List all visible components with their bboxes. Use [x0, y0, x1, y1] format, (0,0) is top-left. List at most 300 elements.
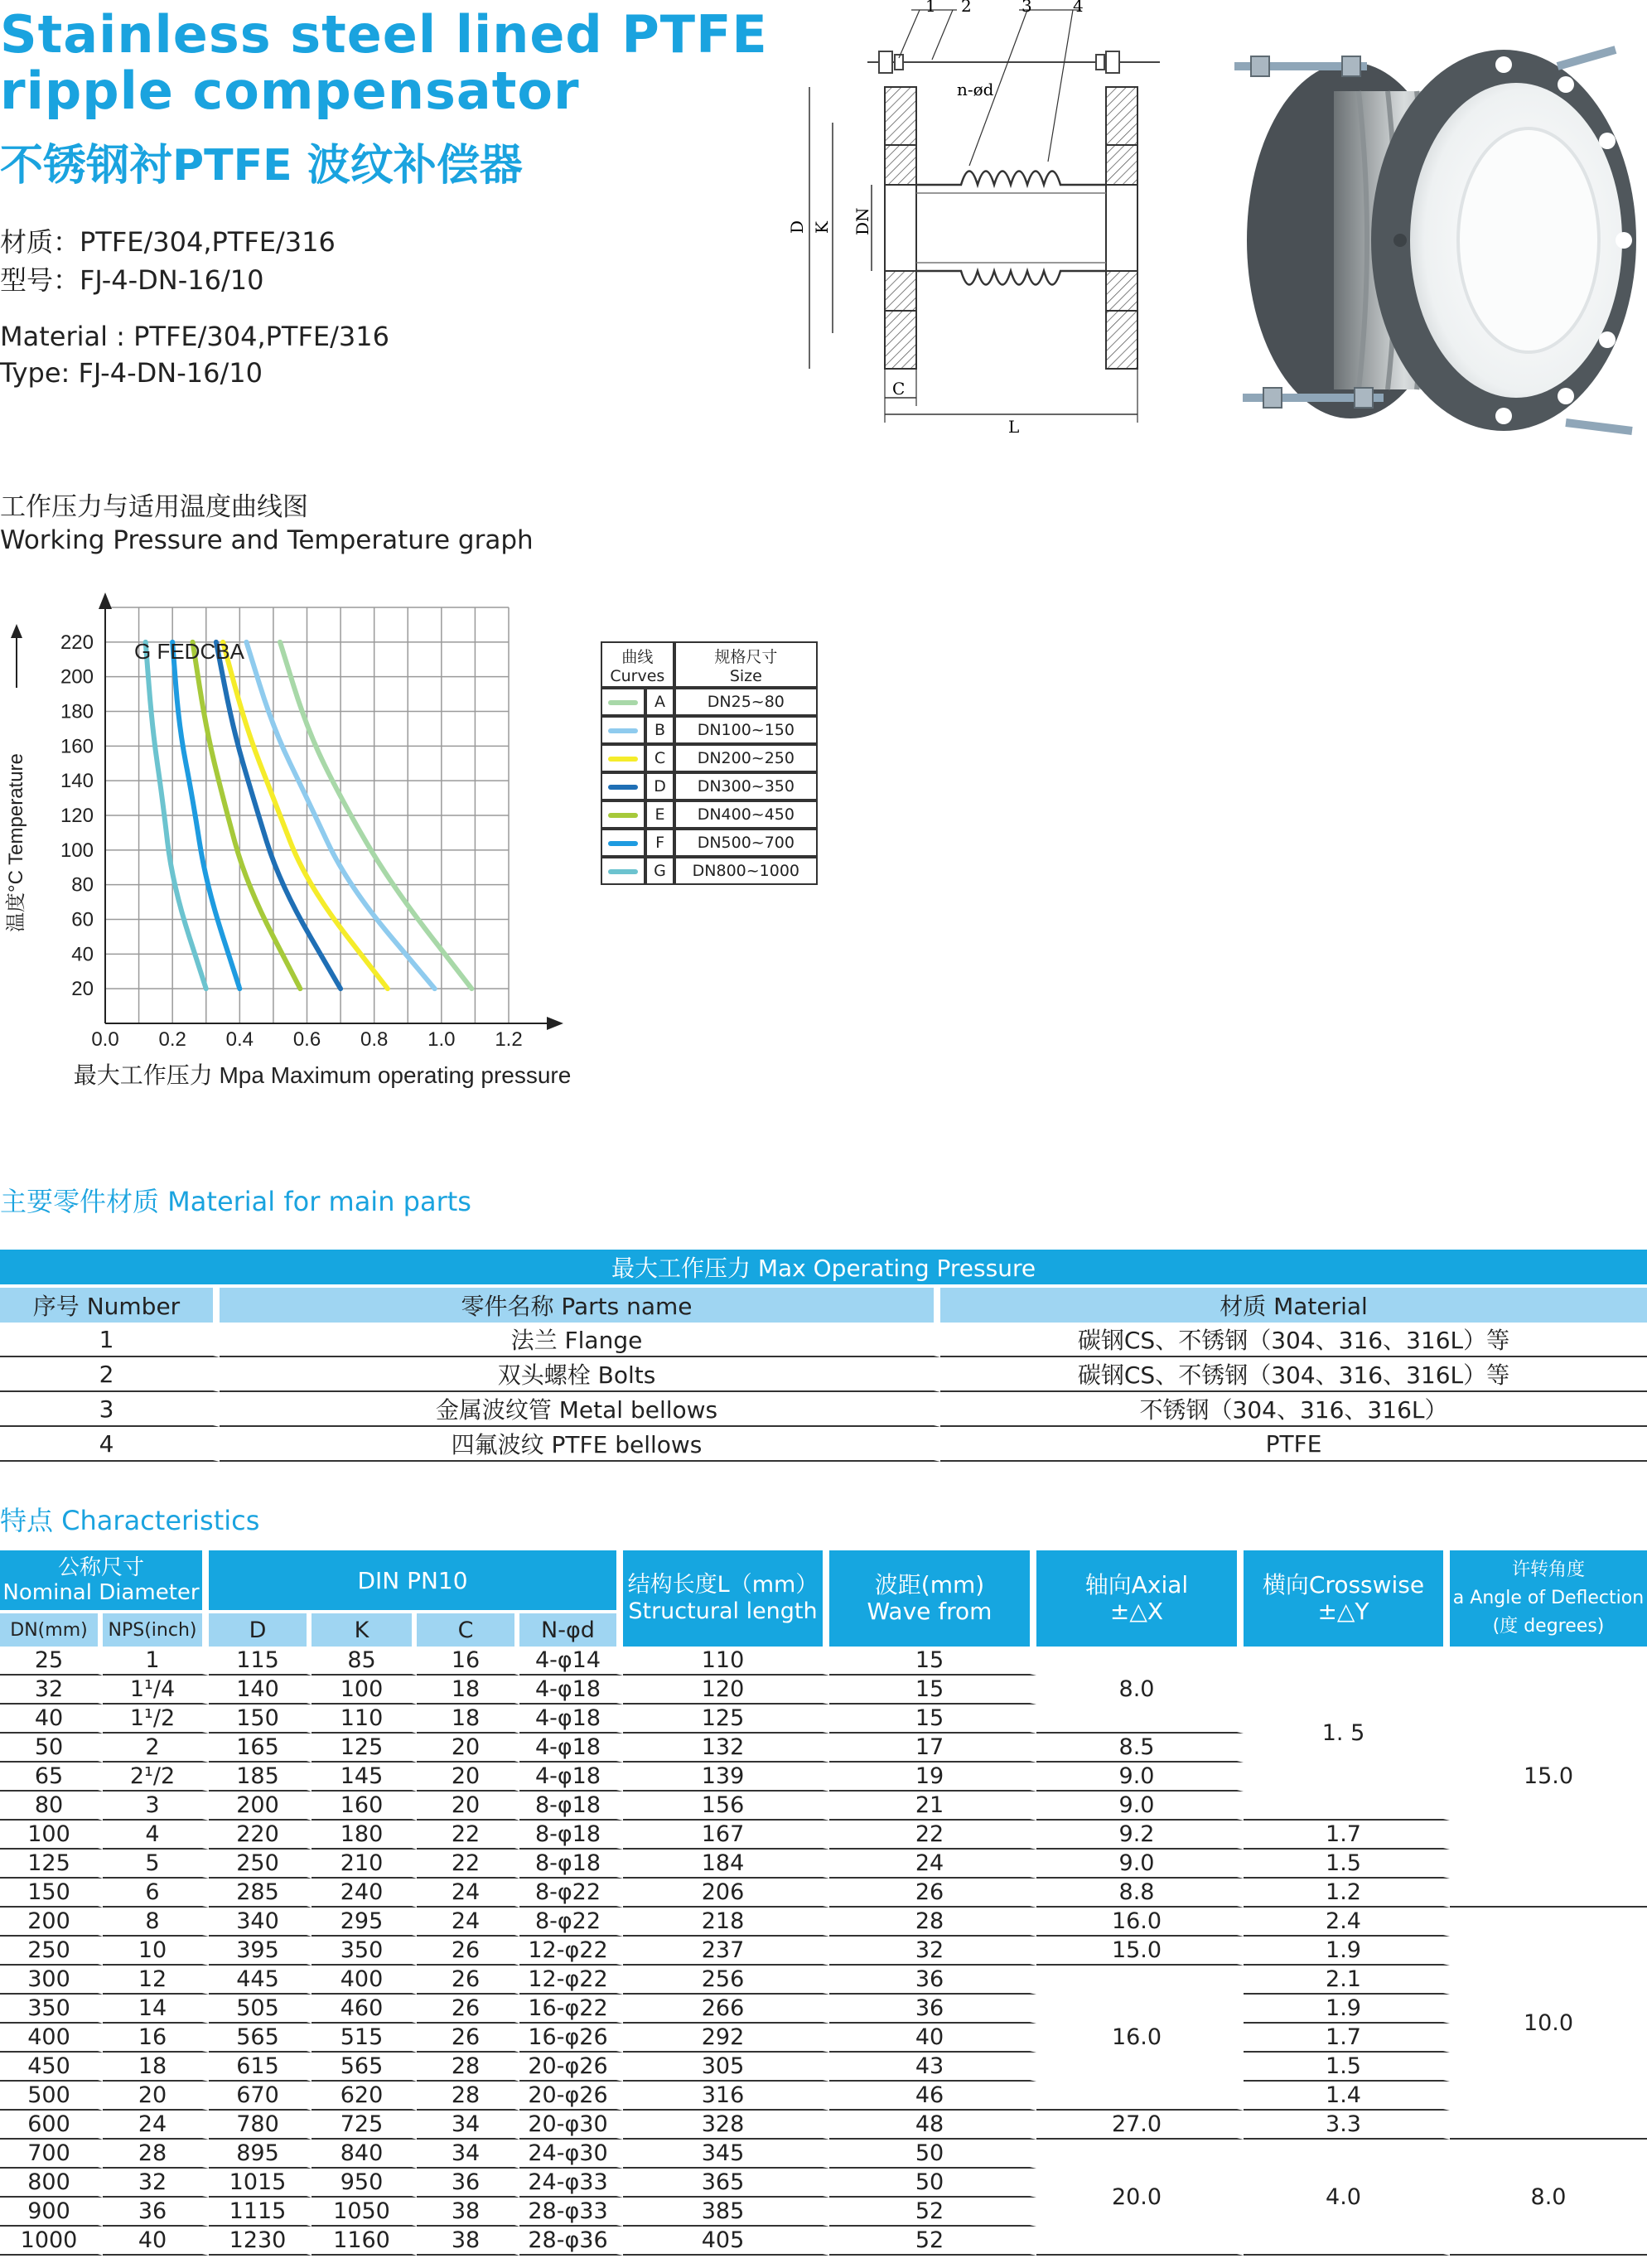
cell-cross: 1.9: [1244, 1995, 1450, 2024]
cell-K: 400: [312, 1966, 417, 1995]
materials-part-name: 法兰 Flange: [220, 1323, 940, 1357]
cell-nps: 1: [103, 1647, 209, 1676]
cell-D: 200: [209, 1792, 312, 1821]
cell-cross: 1.4: [1244, 2082, 1450, 2111]
cell-K: 1160: [312, 2227, 417, 2256]
type-en: Type: FJ-4-DN-16/10: [0, 357, 263, 389]
x-tick-label: 1.2: [495, 1028, 523, 1051]
cell-cross: 1.9: [1244, 1937, 1450, 1966]
header-length-en: Structural length: [628, 1598, 818, 1624]
materials-banner: 最大工作压力 Max Operating Pressure: [0, 1250, 1647, 1284]
legend-curve: B: [645, 716, 674, 744]
cell-K: 240: [312, 1879, 417, 1908]
cell-wave: 50: [829, 2140, 1036, 2169]
cell-C: 28: [417, 2053, 519, 2082]
legend-swatch: [608, 728, 638, 733]
characteristics-row: [0, 1937, 1647, 1966]
cell-dn: 40: [0, 1705, 103, 1734]
cell-dn: 600: [0, 2111, 103, 2140]
cell-nps: 8: [103, 1908, 209, 1937]
cell-length: 125: [623, 1705, 829, 1734]
y-tick-label: 40: [71, 943, 94, 966]
cell-K: 100: [312, 1676, 417, 1705]
title-en-line1: Stainless steel lined PTFE: [0, 4, 768, 65]
cell-D: 140: [209, 1676, 312, 1705]
x-tick-label: 0.4: [225, 1028, 254, 1051]
cell-K: 350: [312, 1937, 417, 1966]
characteristics-row: [0, 1821, 1647, 1850]
cell-length: 328: [623, 2111, 829, 2140]
cell-D: 615: [209, 2053, 312, 2082]
cell-length: 156: [623, 1792, 829, 1821]
characteristics-section-title: 特点 Characteristics: [0, 1505, 260, 1536]
cell-C: 22: [417, 1850, 519, 1879]
cell-dn: 80: [0, 1792, 103, 1821]
cell-C: 38: [417, 2198, 519, 2227]
header-N: N-φd: [519, 1610, 623, 1647]
cell-N: 24-φ33: [519, 2169, 623, 2198]
cell-K: 1050: [312, 2198, 417, 2227]
cell-wave: 50: [829, 2169, 1036, 2198]
material-cn: 材质：PTFE/304,PTFE/316: [0, 226, 336, 258]
cell-D: 165: [209, 1734, 312, 1763]
legend-curve: D: [645, 772, 674, 800]
cell-wave: 43: [829, 2053, 1036, 2082]
cell-K: 515: [312, 2024, 417, 2053]
legend-swatch-cell: [601, 857, 645, 885]
materials-number: 4: [0, 1427, 220, 1462]
cell-cross: 1.7: [1244, 2024, 1450, 2053]
materials-row: [0, 1323, 1647, 1357]
cell-cross: 1.5: [1244, 1850, 1450, 1879]
cell-length: 385: [623, 2198, 829, 2227]
cell-axial: 9.2: [1036, 1821, 1244, 1850]
chart-xlabel: 最大工作压力 Mpa Maximum operating pressure: [73, 1062, 572, 1088]
type-cn: 型号：FJ-4-DN-16/10: [0, 264, 264, 296]
cell-length: 206: [623, 1879, 829, 1908]
x-tick-label: 0.8: [360, 1028, 389, 1051]
cell-C: 20: [417, 1763, 519, 1792]
cell-dn: 32: [0, 1676, 103, 1705]
header-cross-cn: 横向Crosswise: [1262, 1571, 1425, 1598]
label-D: D: [787, 220, 807, 234]
cell-N: 4-φ14: [519, 1647, 623, 1676]
legend-swatch: [608, 869, 638, 874]
cell-K: 295: [312, 1908, 417, 1937]
characteristics-row: [0, 2053, 1647, 2082]
characteristics-row: [0, 1966, 1647, 1995]
header-angle-cn: 许转角度: [1511, 1560, 1585, 1580]
cell-D: 150: [209, 1705, 312, 1734]
cell-D: 1015: [209, 2169, 312, 2198]
cell-N: 12-φ22: [519, 1966, 623, 1995]
cell-length: 167: [623, 1821, 829, 1850]
legend-size: DN500~700: [674, 829, 818, 857]
label-C: C: [892, 379, 906, 399]
chart-y-ticks: [60, 631, 94, 1000]
legend-swatch-cell: [601, 829, 645, 857]
y-tick-label: 100: [60, 839, 94, 862]
cell-C: 22: [417, 1821, 519, 1850]
graph-title-en: Working Pressure and Temperature graph: [0, 525, 534, 555]
cell-C: 26: [417, 1937, 519, 1966]
cell-K: 110: [312, 1705, 417, 1734]
cell-dn: 250: [0, 1937, 103, 1966]
cell-dn: 200: [0, 1908, 103, 1937]
cell-nps: 2: [103, 1734, 209, 1763]
header-D: D: [209, 1610, 312, 1647]
characteristics-row: [0, 1908, 1647, 1937]
cell-K: 85: [312, 1647, 417, 1676]
cell-C: 20: [417, 1792, 519, 1821]
cell-N: 28-φ36: [519, 2227, 623, 2256]
cell-nps: 20: [103, 2082, 209, 2111]
cell-length: 266: [623, 1995, 829, 2024]
legend-row: [601, 772, 818, 800]
cell-D: 115: [209, 1647, 312, 1676]
cell-dn: 700: [0, 2140, 103, 2169]
legend-header-curves: [601, 641, 674, 688]
materials-material: PTFE: [940, 1427, 1647, 1462]
x-tick-label: 0.2: [158, 1028, 186, 1051]
cell-wave: 19: [829, 1763, 1036, 1792]
cell-N: 20-φ26: [519, 2082, 623, 2111]
header-cross-en: ±△Y: [1317, 1598, 1369, 1625]
cell-wave: 40: [829, 2024, 1036, 2053]
cell-N: 4-φ18: [519, 1763, 623, 1792]
curve-letters: G FEDCBA: [134, 639, 244, 664]
characteristics-table: [0, 1550, 1647, 2256]
legend-size: DN400~450: [674, 800, 818, 829]
cell-cross: 4.0: [1244, 2140, 1450, 2256]
title-en-line2: ripple compensator: [0, 60, 580, 121]
cell-N: 8-φ18: [519, 1792, 623, 1821]
legend-swatch: [608, 785, 638, 790]
header-wave-cn: 波距(mm): [874, 1571, 985, 1598]
cell-axial: 8.5: [1036, 1734, 1244, 1763]
legend-size: DN100~150: [674, 716, 818, 744]
materials-row: [0, 1357, 1647, 1392]
header-angle-en: a Angle of Deflection: [1452, 1588, 1645, 1608]
cell-axial: 8.8: [1036, 1879, 1244, 1908]
pressure-temperature-chart: [0, 592, 580, 1127]
cell-nps: 3: [103, 1792, 209, 1821]
graph-title-cn: 工作压力与适用温度曲线图: [0, 492, 308, 522]
y-tick-label: 200: [60, 665, 94, 689]
characteristics-row: [0, 1995, 1647, 2024]
cell-dn: 150: [0, 1879, 103, 1908]
legend-row: [601, 744, 818, 772]
legend-swatch-cell: [601, 688, 645, 716]
cell-K: 180: [312, 1821, 417, 1850]
cell-length: 316: [623, 2082, 829, 2111]
legend-size: DN25~80: [674, 688, 818, 716]
material-en: Material : PTFE/304,PTFE/316: [0, 321, 389, 352]
y-tick-label: 20: [71, 978, 94, 1001]
cell-K: 950: [312, 2169, 417, 2198]
header-wave: [829, 1550, 1036, 1647]
cell-dn: 65: [0, 1763, 103, 1792]
cell-cross: 1.2: [1244, 1879, 1450, 1908]
cell-K: 620: [312, 2082, 417, 2111]
legend-row: [601, 800, 818, 829]
label-K: K: [812, 221, 832, 234]
materials-part-name: 四氟波纹 PTFE bellows: [220, 1427, 940, 1462]
cell-axial: 9.0: [1036, 1850, 1244, 1879]
cell-length: 345: [623, 2140, 829, 2169]
cell-wave: 52: [829, 2198, 1036, 2227]
cell-K: 460: [312, 1995, 417, 2024]
cell-dn: 125: [0, 1850, 103, 1879]
callout-1: 1: [925, 0, 936, 16]
legend-curve: A: [645, 688, 674, 716]
cell-angle: 8.0: [1450, 2140, 1647, 2256]
cell-nps: 28: [103, 2140, 209, 2169]
cell-K: 125: [312, 1734, 417, 1763]
cell-K: 145: [312, 1763, 417, 1792]
cell-length: 365: [623, 2169, 829, 2198]
cell-length: 292: [623, 2024, 829, 2053]
x-tick-label: 0.6: [292, 1028, 321, 1051]
cell-N: 16-φ26: [519, 2024, 623, 2053]
materials-part-name: 双头螺栓 Bolts: [220, 1357, 940, 1392]
legend-header-size: [674, 641, 818, 688]
materials-number: 1: [0, 1323, 220, 1357]
cell-C: 28: [417, 2082, 519, 2111]
cell-wave: 52: [829, 2227, 1036, 2256]
y-tick-label: 160: [60, 735, 94, 758]
materials-row: [0, 1392, 1647, 1427]
legend-row: [601, 857, 818, 885]
cell-length: 184: [623, 1850, 829, 1879]
cell-N: 4-φ18: [519, 1734, 623, 1763]
materials-number: 2: [0, 1357, 220, 1392]
x-tick-label: 1.0: [427, 1028, 456, 1051]
cell-dn: 400: [0, 2024, 103, 2053]
cell-nps: 12: [103, 1966, 209, 1995]
legend-header-curves-en: Curves: [610, 666, 665, 685]
header-length-cn: 结构长度L（mm）: [627, 1572, 819, 1598]
y-tick-label: 220: [60, 631, 94, 654]
cell-nps: 14: [103, 1995, 209, 2024]
cell-dn: 300: [0, 1966, 103, 1995]
cell-dn: 500: [0, 2082, 103, 2111]
cell-nps: 18: [103, 2053, 209, 2082]
cell-D: 565: [209, 2024, 312, 2053]
cell-length: 120: [623, 1676, 829, 1705]
legend-swatch: [608, 757, 638, 762]
cell-wave: 48: [829, 2111, 1036, 2140]
header-K: K: [312, 1610, 417, 1647]
cell-nps: 2¹/2: [103, 1763, 209, 1792]
cell-D: 395: [209, 1937, 312, 1966]
legend-swatch-cell: [601, 772, 645, 800]
title-cn: 不锈钢衬PTFE 波纹补偿器: [0, 141, 523, 191]
callout-2: 2: [961, 0, 972, 16]
cell-D: 670: [209, 2082, 312, 2111]
callout-4: 4: [1073, 0, 1084, 16]
cell-D: 780: [209, 2111, 312, 2140]
cell-N: 4-φ18: [519, 1676, 623, 1705]
cell-N: 20-φ26: [519, 2053, 623, 2082]
materials-header-number: 序号 Number: [0, 1288, 220, 1323]
cell-angle: 10.0: [1450, 1908, 1647, 2140]
characteristics-row: [0, 2111, 1647, 2140]
cell-nps: 32: [103, 2169, 209, 2198]
legend-size: DN200~250: [674, 744, 818, 772]
cell-N: 8-φ18: [519, 1850, 623, 1879]
legend-curve: F: [645, 829, 674, 857]
header-length: [623, 1550, 829, 1647]
cell-length: 305: [623, 2053, 829, 2082]
cell-axial: 15.0: [1036, 1937, 1244, 1966]
characteristics-row: [0, 2082, 1647, 2111]
cell-wave: 36: [829, 1966, 1036, 1995]
y-tick-label: 140: [60, 770, 94, 793]
cell-axial: 20.0: [1036, 2140, 1244, 2256]
technical-drawing: [787, 0, 1156, 452]
legend-size: DN800~1000: [674, 857, 818, 885]
cell-K: 840: [312, 2140, 417, 2169]
cell-cross: 2.4: [1244, 1908, 1450, 1937]
materials-header-parts: 零件名称 Parts name: [220, 1288, 940, 1323]
label-DN: DN: [852, 207, 872, 235]
cell-cross: 1. 5: [1244, 1647, 1450, 1821]
header-C: C: [417, 1610, 519, 1647]
cell-N: 8-φ22: [519, 1908, 623, 1937]
cell-C: 38: [417, 2227, 519, 2256]
legend-header-size-en: Size: [729, 666, 762, 685]
chart-ylabel: 温度°C Temperature: [5, 753, 27, 932]
cell-wave: 32: [829, 1937, 1036, 1966]
cell-dn: 25: [0, 1647, 103, 1676]
cell-dn: 350: [0, 1995, 103, 2024]
materials-row: [0, 1427, 1647, 1462]
cell-D: 445: [209, 1966, 312, 1995]
callout-3: 3: [1022, 0, 1032, 16]
header-nominal-cn: 公称尺寸: [57, 1555, 144, 1580]
cell-wave: 17: [829, 1734, 1036, 1763]
cell-nps: 1¹/2: [103, 1705, 209, 1734]
label-L: L: [1008, 417, 1020, 437]
characteristics-row: [0, 1879, 1647, 1908]
header-axial-en: ±△X: [1109, 1598, 1164, 1625]
header-wave-en: Wave from: [867, 1598, 993, 1625]
materials-section-title: 主要零件材质 Material for main parts: [0, 1186, 471, 1217]
cell-nps: 40: [103, 2227, 209, 2256]
cell-wave: 22: [829, 1821, 1036, 1850]
cell-N: 8-φ22: [519, 1879, 623, 1908]
cell-D: 285: [209, 1879, 312, 1908]
legend-row: [601, 829, 818, 857]
cell-nps: 10: [103, 1937, 209, 1966]
cell-C: 24: [417, 1879, 519, 1908]
header-nominal: [0, 1550, 209, 1610]
cell-axial: 8.0: [1036, 1647, 1244, 1734]
cell-axial: 9.0: [1036, 1763, 1244, 1792]
characteristics-row: [0, 1647, 1647, 1676]
legend-curve: C: [645, 744, 674, 772]
cell-wave: 21: [829, 1792, 1036, 1821]
header-angle-unit: (度 degrees): [1492, 1616, 1605, 1637]
cell-K: 725: [312, 2111, 417, 2140]
cell-D: 505: [209, 1995, 312, 2024]
cell-dn: 800: [0, 2169, 103, 2198]
header-nominal-en: Nominal Diameter: [2, 1580, 200, 1605]
cell-cross: 3.3: [1244, 2111, 1450, 2140]
y-tick-label: 120: [60, 805, 94, 827]
cell-C: 26: [417, 1966, 519, 1995]
cell-D: 1230: [209, 2227, 312, 2256]
cell-C: 16: [417, 1647, 519, 1676]
cell-D: 185: [209, 1763, 312, 1792]
cell-dn: 450: [0, 2053, 103, 2082]
cell-C: 20: [417, 1734, 519, 1763]
materials-table: [0, 1250, 1647, 1462]
cell-dn: 100: [0, 1821, 103, 1850]
y-tick-label: 60: [71, 908, 94, 931]
materials-material: 不锈钢（304、316、316L）: [940, 1392, 1647, 1427]
materials-header-material: 材质 Material: [940, 1288, 1647, 1323]
cell-nps: 6: [103, 1879, 209, 1908]
product-photo: [1218, 33, 1645, 447]
cell-K: 210: [312, 1850, 417, 1879]
cell-cross: 1.5: [1244, 2053, 1450, 2082]
cell-wave: 15: [829, 1705, 1036, 1734]
cell-wave: 26: [829, 1879, 1036, 1908]
materials-number: 3: [0, 1392, 220, 1427]
cell-length: 405: [623, 2227, 829, 2256]
legend-curve: E: [645, 800, 674, 829]
cell-D: 250: [209, 1850, 312, 1879]
characteristics-row: [0, 2024, 1647, 2053]
y-tick-label: 80: [71, 873, 94, 897]
cell-D: 895: [209, 2140, 312, 2169]
cell-dn: 50: [0, 1734, 103, 1763]
header-cross: [1244, 1550, 1450, 1647]
legend-header-curves-cn: 曲线: [621, 647, 654, 666]
cell-D: 220: [209, 1821, 312, 1850]
legend-swatch: [608, 700, 638, 705]
cell-axial: 16.0: [1036, 1966, 1244, 2111]
title-en: [0, 4, 768, 121]
cell-length: 132: [623, 1734, 829, 1763]
cell-D: 1115: [209, 2198, 312, 2227]
cell-nps: 4: [103, 1821, 209, 1850]
header-angle: [1450, 1550, 1647, 1647]
legend-row: [601, 688, 818, 716]
cell-C: 34: [417, 2140, 519, 2169]
legend-swatch: [608, 841, 638, 846]
chart-legend: [601, 641, 818, 885]
cell-N: 28-φ33: [519, 2198, 623, 2227]
cell-N: 20-φ30: [519, 2111, 623, 2140]
legend-swatch-cell: [601, 744, 645, 772]
graph-title: [0, 491, 534, 557]
cell-wave: 15: [829, 1647, 1036, 1676]
cell-C: 36: [417, 2169, 519, 2198]
cell-length: 256: [623, 1966, 829, 1995]
legend-size: DN300~350: [674, 772, 818, 800]
cell-wave: 46: [829, 2082, 1036, 2111]
cell-K: 565: [312, 2053, 417, 2082]
legend-header-size-cn: 规格尺寸: [714, 647, 778, 666]
cell-N: 12-φ22: [519, 1937, 623, 1966]
cell-cross: 2.1: [1244, 1966, 1450, 1995]
cell-axial: 27.0: [1036, 2111, 1244, 2140]
cell-wave: 15: [829, 1676, 1036, 1705]
cell-dn: 900: [0, 2198, 103, 2227]
